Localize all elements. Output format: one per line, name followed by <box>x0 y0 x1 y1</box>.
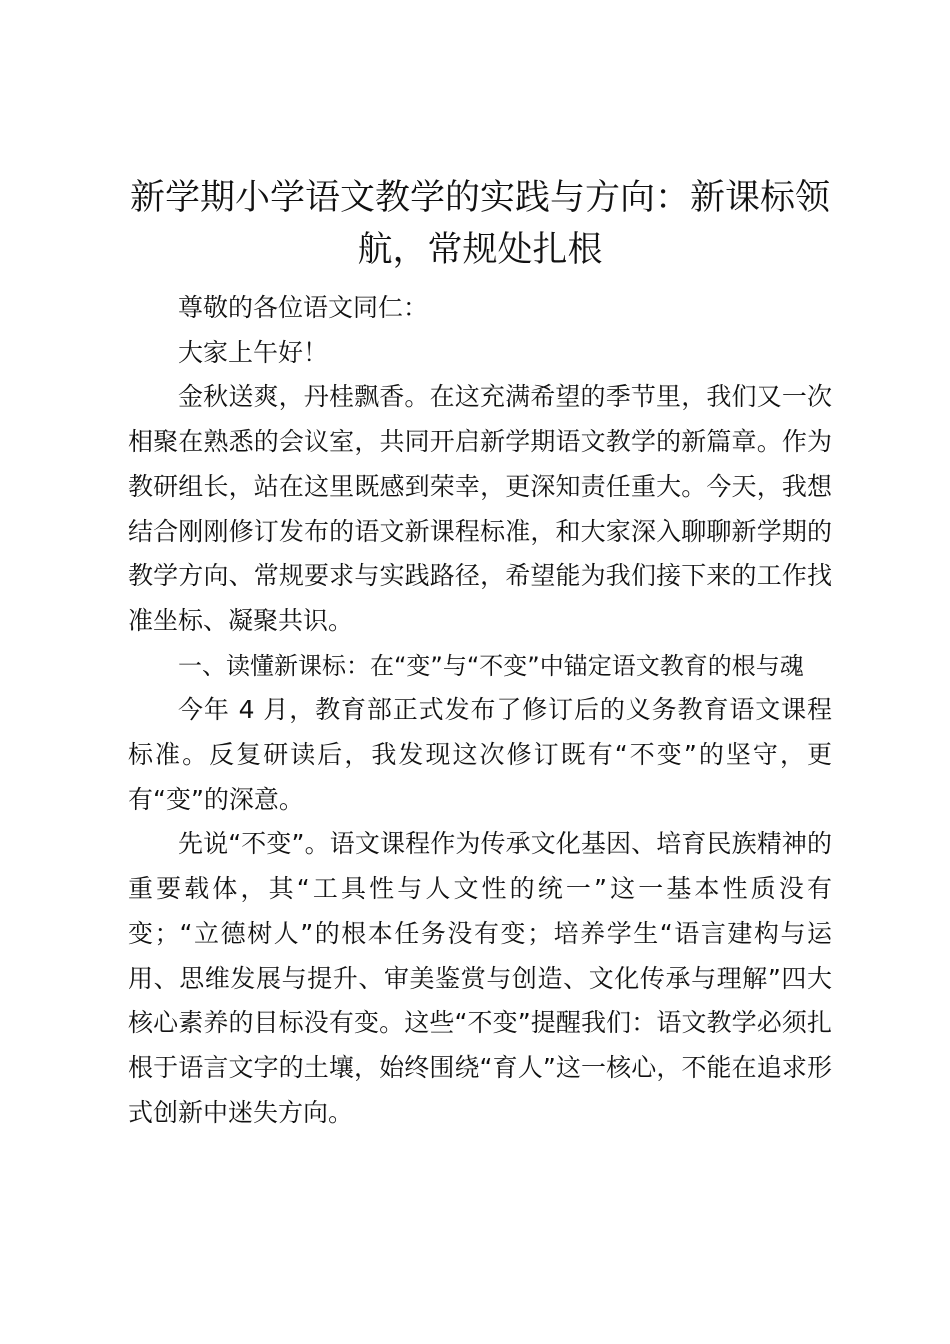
intro-paragraph: 金秋送爽，丹桂飘香。在这充满希望的季节里，我们又一次相聚在熟悉的会议室，共同开启新学期语文教学的新篇章。作为教研组长，站在这里既感到荣幸，更深知责任重大。今天，我想结合刚刚修订发布的语文新课程标准，和大家深入聊聊新学期的教学方向、常规要求与实践路径，希望能为我们接下来的工作找准坐标、凝聚共识。 <box>128 382 832 635</box>
section-paragraph: 先说“不变”。语文课程作为传承文化基因、培育民族精神的重要载体，其“工具性与人文性的统一”这一基本性质没有变；“立德树人”的根本任务没有变；培养学生“语言建构与运用、思维发展与提升、审美鉴赏与创造、文化传承与理解”四大核心素养的目标没有变。这些“不变”提醒我们：语文教学必须扎根于语言文字的土壤，始终围绕“育人”这一核心，不能在追求形式创新中迷失方向。 <box>128 829 832 1127</box>
document-title: 新学期小学语文教学的实践与方向：新课标领航，常规处扎根 <box>129 178 830 270</box>
greeting: 大家上午好！ <box>178 337 329 367</box>
document-page <box>128 172 832 1135</box>
section-heading: 一、读懂新课标：在“变”与“不变”中锚定语文教育的根与魂 <box>178 651 804 680</box>
salutation: 尊敬的各位语文同仁： <box>178 293 429 322</box>
section-paragraph: 今年 4 月，教育部正式发布了修订后的义务教育语文课程标准。反复研读后，我发现这次修订既有“不变”的坚守，更有“变”的深意。 <box>128 695 832 814</box>
